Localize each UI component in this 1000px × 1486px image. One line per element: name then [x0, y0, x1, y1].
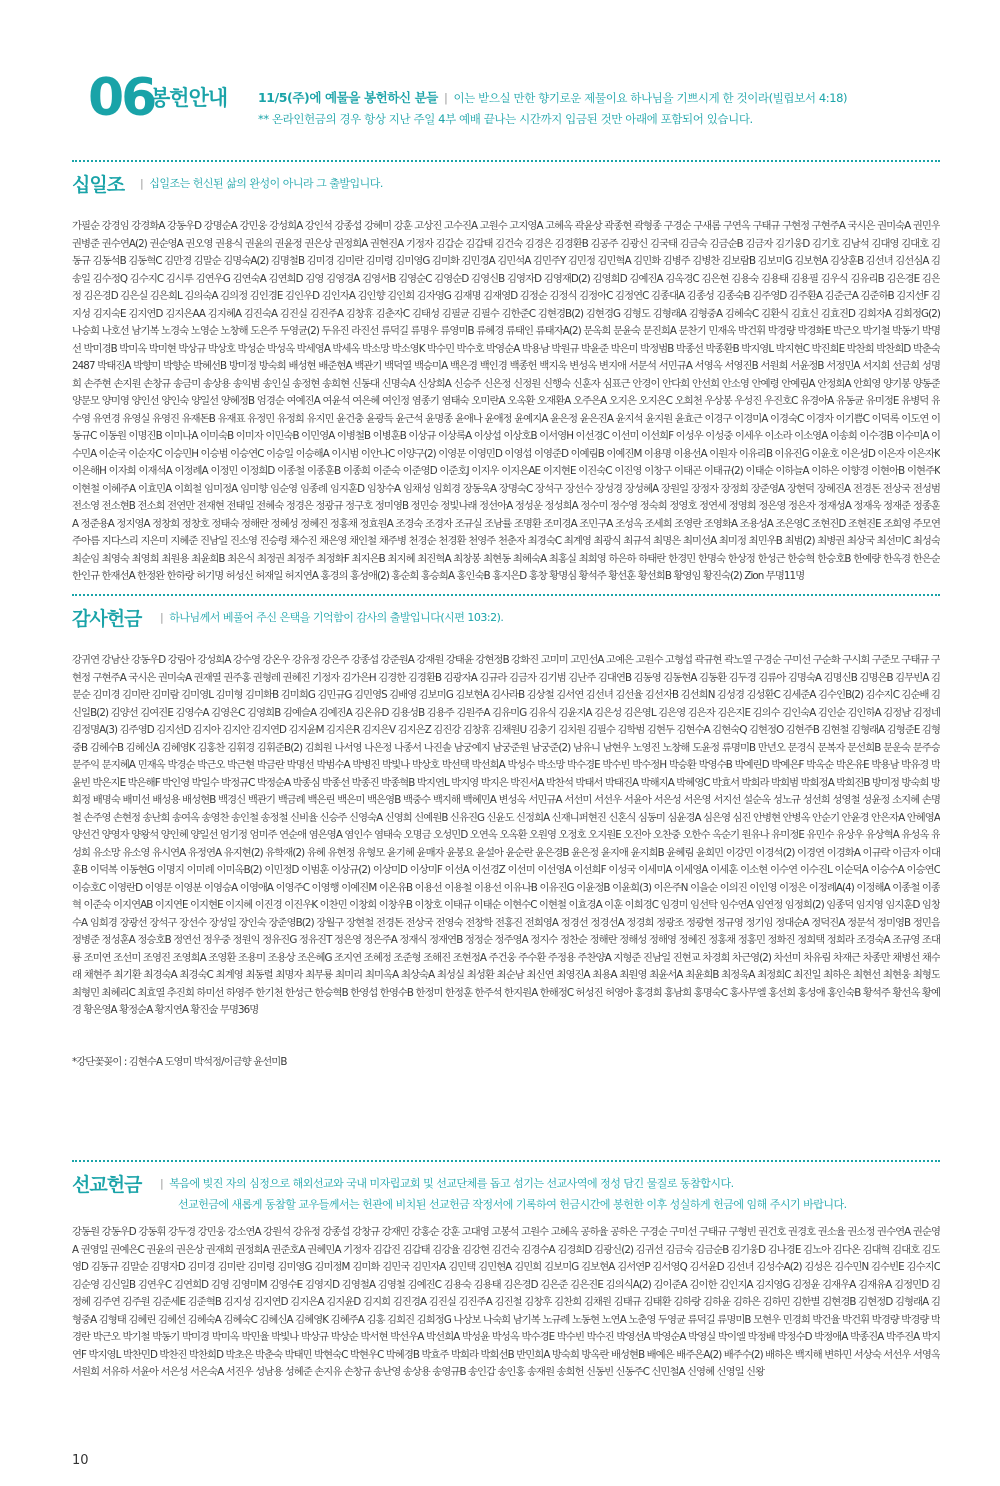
thanks-section [72, 600, 940, 1071]
section-title: 봉헌안내 [150, 86, 228, 110]
mission-title: 선교헌금 [72, 1174, 142, 1196]
online-offering-note: ** 온라인헌금의 경우 항상 지난 주일 4부 예배 끝나는 시간까지 입금된 것만 아래에 포함되어 있습니다. [258, 112, 753, 126]
bible-verse: 이는 받으실 만한 향기로운 제물이요 하나님을 기쁘시게 한 것이라(빌립보서 4:18) [453, 91, 848, 105]
section-number: 06 [88, 68, 155, 128]
divider-rule [72, 594, 940, 596]
tithe-section [72, 166, 940, 603]
divider: | [443, 91, 448, 105]
divider-rule [72, 160, 940, 162]
tithe-title: 십일조 [72, 174, 125, 196]
page-number: 10 [72, 1453, 89, 1468]
mission-description: | 복음에 빚진 자의 심정으로 해외선교와 국내 미자립교회 및 선교단체를 돕고 섬기는 선교사역에 정성 담긴 물질로 동참합시다. [160, 1177, 734, 1190]
tithe-description: | 십일조는 헌신된 삶의 완성이 아니라 그 출발입니다. [140, 177, 383, 190]
mission-description-2: 선교헌금에 새롭게 동참할 교우들께서는 헌관에 비치된 선교헌금 작정서에 기록하여 헌금시간에 봉헌한 이후 성실하게 헌금에 임해 주시기 바랍니다. [178, 1198, 847, 1211]
flower-offering-note: *강단꽃꽂이 : 김현수A 도영미 박석정/이금향 윤선미B [72, 1056, 287, 1068]
offering-date-highlight: 11/5(주)에 예물을 봉헌하신 분들 [258, 90, 438, 105]
thanks-names-list: 강귀연 강남산 강동우D 강림아 강성희A 강수영 강온우 강유정 강은주 강종섭 강준원A 강재원 강태윤 강현정B 강화진 고미미 고민선A 고예은 고원수 고형섭 곽규현 곽노열 구경순 구미선 구순화 구시회 구준모 구태규 구현정 구현주A 국시은 권미숙A 권재열 권주홍 권형레 권혜진 기정자 김가은H 김경한 김경환B 김광자A 김규라 김금자 김기범 김난주 김대연B 김동영 김동현A 김동환 김두경 김류아 김명숙A 김명신B 김명은B 김무빈A 김문순 김미경 김미란 김미람 김미영L 김미형 김미화B 김미희G 김민규G 김민영S 김배영 김보미G 김보현A 김사라B 김상철 김서연 김선녀 김선율 김선자B 김선희N 김성경 김성환C 김세준A 김수인B(2) 김수지C 김순배 김신일B(2) 김양선 김여진E 김영수A 김영은C 김영희B 김예슬A 김예진A 김온유D 김용성B 김용주 김원주A 김유미G 김유식 김윤지A 김은성 김은영L 김은영 김은자 김은지E 김의수 김인숙A 김인순 김인하A 김정남 김정네 김정명A(3) 김주영D 김지선D 김지아 김지안 김지연D 김지윤M 김지은R 김지은V 김지은Z 김진강 김창휴 김채원U 김충기 김치원 김필수 김학범 김현두 김현수A 김현숙Q 김현정O 김현주B 김현철 김형래A 김형준E 김형중B 김혜수B 김혜신A 김혜영K 김홍찬 김휘경 김휘준B(2) 김희원 나서영 나은정 나종서 나진솔 남궁예지 남궁준원 남궁준(2) 남유니 남현우 노영진 노창해 도윤정 류명미B 만년오 문경식 문복자 문선희B 문운숙 문주승 문주익 문지혜A 민재옥 박경순 박근오 박근현 박금란 박명선 박범수A 박병진 박빛나 박상호 박선택 박선희A 박성수 박소망 박수경E 박수빈 박수정H 박승환 박영수B 박예린D 박예은F 박옥순 박온유E 박용남 박유경 박윤빈 박은지E 박은해F 박인영 박일수 박정규C 박정순A 박종심 박종선 박종진 박종혁B 박지연L 박지영 박지은 박진서A 박찬석 박태서 박태진A 박해지A 박혜영C 박효서 박희라 박희범 박희정A 박희진B 방미정 방숙희 방희정 배명숙 배미선 배성용 배성현B 백경신 백관기 백금례 백은린 백은미 백은영B 백중수 백지해 백혜민A 변성옥 서민규A 서선미 서선우 서윤아 서은성 서은영 서지선 설순옥 성노규 성선희 성영철 성윤정 소지혜 손명철 손주영 손현정 송난희 송여옥 송영찬 송인철 송정철 신비율 신승주 신영숙A 신영희 신예원B 신유진G 신윤도 신정희A 신재니퍼현진 신혼식 심동미 심윤경A 심은영 심진 안병현 안병옥 안순기 안윤경 안은자A 안혜영A 양선건 양영자 양왕석 양인혜 양일선 엄기정 엄미주 연순애 염은영A 염인수 염태숙 오명금 오성민D 오연옥 오옥환 오원영 오정호 오지원E 오진아 오찬중 오한수 옥순기 원유나 유미정E 유민수 유상우 유상혁A 유성옥 유성희 유소망 유소영 유시연A 유정연A 유지현(2) 유학재(2) 유혜 유현정 유형모 윤기혜 윤매자 윤봉요 윤설아 윤순란 윤은경B 윤은정 윤지애 윤지희B 윤혜림 윤희민 이강민 이경석(2) 이경연 이경화A 이규락 이금자 이대훈B 이덕복 이동현G 이명지 이미례 이미옥B(2) 이민정D 이범훈 이상규(2) 이상미D 이상미F 이선A 이선경Z 이선미 이선영A 이선희F 이성국 이세미A 이세영A 이세훈 이소현 이수연 이수진L 이순덕A 이승수A 이승연C 이승호C 이영란D 이영문 이영분 이영승A 이영애A 이영주C 이영행 이예진M 이온유B 이용선 이용철 이용선 이유나B 이유진G 이윤정B 이윤희(3) 이은주N 이을순 이의진 이인영 이정은 이정례A(4) 이정해A 이종철 이종혁 이준숙 이지연AB 이지연E 이지현E 이지혜 이진경 이진우K 이찬민 이창희 이창우B 이창호 이태규 이태순 이현수C 이현철 이효경A 이훈 이희경C 임경미 임선탁 임수연A 임연정 임정희(2) 임종덕 임지영 임지훈D 임창수A 임희경 장광선 장석구 장선수 장성일 장인숙 장준영B(2) 장월구 장현철 전경돈 전상국 전영숙 전창학 전홍진 전희영A 정경선 정경선A 정경희 정광조 정광현 정규영 정기임 정대순A 정덕진A 정문석 정미영B 정민음 정병준 정성훈A 정승호B 정연선 정우중 정원익 정유진G 정유진T 정은영 정은주A 정재식 정재연B 정정순 정주영A 정지수 정찬순 정해란 정해성 정해영 정혜진 정홍채 정홍민 정화진 정희택 정희라 조경숙A 조규영 조대룡 조미연 조선미 조영진 조영희A 조영환 조용미 조용상 조은혜G 조지연 조혜정 조준형 조해진 조현정A 주건웅 주수환 주정용 주찬양A 지형준 진남일 진현교 차경희 차근영(2) 차선미 차유림 차재근 차종만 채병선 채수래 채현주 최기환 최경숙A 최경숙C 최계영 최동렬 최명자 최무룡 최미리 최미옥A 최상숙A 최성실 최성환 최순남 최신연 최영진A 최용A 최원영 최윤서A 최윤희B 최정욱A 최정희C 최진일 최하은 최현선 최현웅 최형도 최형민 최혜리C 최효열 추진희 하미선 하영주 한기천 한성근 한승혁B 한영섭 한영수B 한정미 한정훈 한주석 한지원A 한해정C 허성진 허영아 홍경희 홍남희 홍명숙C 홍사무엘 홍선희 홍성애 홍인숙B 황석주 황선옥 황예경 황은영A 황정순A 황지연A 황진술 무명36명 [72, 654, 940, 1016]
thanks-description: | 하나님께서 베풀어 주신 은택을 기억함이 감사의 출발입니다(시편 103:2). [160, 611, 504, 624]
tithe-names-list: 가필순 강경임 강경화A 강동우D 강명순A 강민웅 강성희A 강인석 강종섭 강혜미 강훈 고상진 고수진A 고원수 고지영A 고혜옥 곽윤상 곽종현 곽형종 구경순 구새롬 구연옥 구태규 구현정 구현주A 국시은 권미숙A 권민우 권병준 권수연A(2) 권순영A 권오영 권용식 권윤의 권윤정 권은상 권정희A 권현진A 기정자 김갑순 김갑태 김건숙 김경은 김경환B 김공주 김광신 김국태 김금숙 김금순B 김금자 김기웅D 김기호 김남석 김대영 김대호 김동규 김동석B 김동혁C 김만경 김말순 김명숙A(2) 김명철B 김미경 김미란 김미령 김미영G 김미화 김민경A 김민석A 김민주Y 김민정 김민혁A 김민화 김병주 김병찬 김보람B 김보미G 김보현A 김상훈B 김선녀 김선심A 김송일 김수정Q 김수지C 김시루 김연우G 김연숙A 김연희D 김영 김영경A 김영서B 김영순C 김영순D 김영신B 김영자D 김영재D(2) 김영희D 김예진A 김옥경C 김은현 김용숙 김용태 김용필 김우식 김유리B 김은경E 김은정 김은경D 김은실 김은희L 김의숙A 김의정 김인경E 김인우D 김인자A 김인향 김인희 김자영G 김재명 김재영D 김정순 김정식 김정아C 김정연C 김종대A 김종성 김종숙B 김주영D 김주환A 김준근A 김준하B 김지선F 김지성 김지숙E 김지연D 김지은AA 김지혜A 김진숙A 김진실 김진주A 김창휴 김춘자C 김태성 김필균 김필수 김한준C 김현경B(2) 김현경G 김형도 김형래A 김형중A 김혜숙C 김환식 김효신 김효진D 김희자A 김희정G(2) 나승희 나호선 남기복 노경숙 노영순 노창해 도은주 두영균(2) 두유진 라진선 류덕길 류명우 류영미B 류혜경 류태인 류태자A(2) 문옥희 문윤숙 문진희A 문찬기 민재옥 박건휘 박경량 박경화E 박근오 박기철 박동기 박명선 박미경B 박미옥 박미현 박상규 박상호 박성순 박성옥 박세영A 박세옥 박소망 박소영K 박수민 박수호 박영순A 박용남 박원규 박윤준 박은미 박정범B 박종선 박종환B 박지영L 박지현C 박진희E 박찬희 박찬희D 박춘숙2487 박태진A 박향미 박향순 박혜선B 방미정 방숙희 배성현 배준현A 백관기 백덕열 백승미A 백은경 백인경 백종헌 백지욱 변성옥 변지애 서문석 서민규A 서영옥 서영진B 서원희 서윤정B 서정민A 서지희 선금희 성명희 손주현 손지원 손창규 송금미 송상용 송익범 송인실 송정현 송희현 신동대 신명숙A 신상희A 신승주 신은정 신정원 신행숙 신훈자 심표근 안경이 안다희 안선희 안소영 안예령 안예림A 안정희A 안희영 양기봉 양동준 양문모 양미영 양인선 양인숙 양일선 양혜정B 엄경순 여예진A 여윤석 여은혜 여인정 염종기 염태숙 오미란A 오옥환 오재환A 오주은A 오지은 오지은C 오희천 우상봉 우성진 우진호C 유경아A 유동균 유미정E 유병덕 유수영 유연경 유영실 유영진 유재돈B 유재표 유정민 유정희 유지민 윤건충 윤광득 윤근석 윤명종 윤애나 윤애정 윤예지A 윤은정 윤은진A 윤지석 윤지원 윤효근 이경구 이경미A 이경숙C 이경자 이기쁨C 이덕록 이도연 이동규C 이동원 이명진B 이미나A 이미숙B 이미자 이민숙B 이민영A 이병철B 이병훈B 이상규 이상록A 이상섭 이상호B 이서영H 이선경C 이선미 이선희F 이성우 이성중 이세우 이소라 이소영A 이송희 이수경B 이수미A 이수민A 이순국 이순자C 이승민H 이승범 이승연C 이승일 이승해A 이시범 이안나C 이양구(2) 이영문 이영민D 이영섭 이영준D 이예림B 이예진M 이용명 이용선A 이원자 이유리B 이유진G 이윤호 이은성D 이은자 이은자K 이은해H 이자희 이재석A 이정례A 이정민 이정희D 이종철 이종훈B 이종희 이준숙 이준영D 이준호J 이지우 이지은AE 이지현E 이진숙C 이진영 이창구 이태곤 이태규(2) 이태순 이하늘A 이하은 이향경 이현아B 이현주K 이현철 이혜주A 이효민A 이희철 임미정A 임미향 임순영 임종례 임지훈D 임창수A 임채성 임희경 장동욱A 장명숙C 장석구 장선수 장성경 장성혜A 장원일 장정자 장정희 장준영A 장현덕 장혜진A 전경돈 전상국 전성범 전소영 전소현B 전소희 전연만 전재현 전태일 전혜숙 정경은 정광규 정구호 정미영B 정민승 정빛나래 정선아A 정성운 정성희A 정수미 정수영 정숙희 정영호 정연세 정영희 정은영 정은자 정재성A 정재욱 정재준 정종훈A 정준용A 정지영A 정창희 정창호 정태숙 정해란 정혜성 정혜진 정홍채 정효원A 조경숙 조경자 조규실 조남률 조명환 조미경A 조민구A 조성옥 조세희 조영란 조영화A 조용성A 조은영C 조현진D 조현진E 조희영 주모연 주아름 지다스리 지은미 지혜준 진남일 진소영 진승령 채수진 채은영 채인철 채주병 천경순 천경환 천영주 천춘자 최경숙C 최계영 최광식 최규석 최명은 최미선A 최미정 최민우B 최범(2) 최병권 최상국 최선미C 최성숙 최순임 최영숙 최영희 최원용 최윤희B 최은식 최정권 최정주 최정화F 최지은B 최지혜 최진혁A 최창봉 최현동 최혜숙A 최홍실 최희영 하은하 하태란 한경민 한명숙 한상정 한성근 한승혁 한승호B 한예량 한옥경 한은순 한인규 한재선A 한정완 한하랑 허기명 허성신 허재일 허지연A 홍경의 홍성애(2) 홍순희 홍승희A 홍인숙B 홍지은D 홍창 황명심 황석주 황선훈 황선희B 황영임 황진숙(2) Zion 무명11명 [72, 220, 940, 582]
divider-rule [72, 1160, 940, 1162]
section-subtitle [258, 88, 847, 106]
mission-section [72, 1166, 940, 1434]
mission-names-list: 강동원 강동우D 강동휘 강두경 강민웅 강소연A 강원석 강유정 강종섭 강창규 강재민 강홍순 강훈 고대영 고봉석 고원수 고혜옥 공하율 공하은 구경순 구미선 구태규 구형빈 권건호 권경호 권소율 권소정 권수연A 권순영A 권영일 권예은C 권윤의 권은상 권재희 권정희A 권준호A 권혜민A 기정자 김갑진 김갑태 김강율 김강현 김건숙 김경수A 김경희D 김광신(2) 김귀선 김금숙 김금순B 김기웅D 김나경E 김노아 김다온 김대혁 김대호 김도영D 김동규 김말순 김명자D 김미경 김미란 김미령 김미영G 김미정M 김미화 김민국 김민자A 김민택 김민현A 김민희 김보미G 김보현A 김서연P 김서영Q 김서윤D 김선녀 김성수A(2) 김성은 김수민N 김수빈E 김수지C 김순영 김신일B 김연우C 김연희D 김영 김영미M 김영수E 김영지D 김영철A 김영철 김예진C 김용숙 김용태 김은경D 김은준 김은진E 김의식A(2) 김이준A 김이한 김인지A 김지영G 김정윤 김재우A 김재유A 김정민D 김정혜 김주연 김주원 김준세E 김준혁B 김지성 김지연D 김지은A 김지윤D 김지희 김진경A 김진실 김진주A 김진철 김창후 김찬희 김채원 김태규 김태환 김하랑 김하윤 김하은 김하민 김한별 김현경B 김현정D 김형래A 김형중A 김형태 김혜린 김혜선 김혜숙A 김혜숙C 김혜신A 김혜영K 김혜주A 김홍 김희진 김희정G 나상보 나숙희 남기복 노규례 노동현 노연A 노춘영 두영균 류덕길 류명미B 모현우 민경희 박건율 박건휘 박경량 박경량 박경란 박근오 박기철 박동기 박미경 박미옥 박민율 박빛나 박상규 박상순 박서현 박선우A 박선희A 박성윤 박성옥 박수경E 박수빈 박수진 박영선A 박영순A 박영실 박이엘 박정배 박정수D 박정애A 박종진A 박주진A 박지연F 박지영L 박찬민D 박찬진 박찬희D 박초은 박춘숙 박태민 박현숙C 박현우C 박혜경B 박효주 박희라 박희선B 반민희A 방숙희 방옥란 배성현B 배예은 배주은A(2) 배주수(2) 배하은 백지해 변하민 서상숙 서선우 서영옥 서원희 서유하 서윤아 서은성 서은숙A 서진우 성남용 성혜준 손지유 손창규 송난영 송상용 송영규B 송인갑 송인홍 송재원 송희헌 신동빈 신동주C 신민철A 신영혜 신영일 신왕 [72, 1226, 940, 1378]
thanks-title: 감사헌금 [72, 608, 142, 630]
